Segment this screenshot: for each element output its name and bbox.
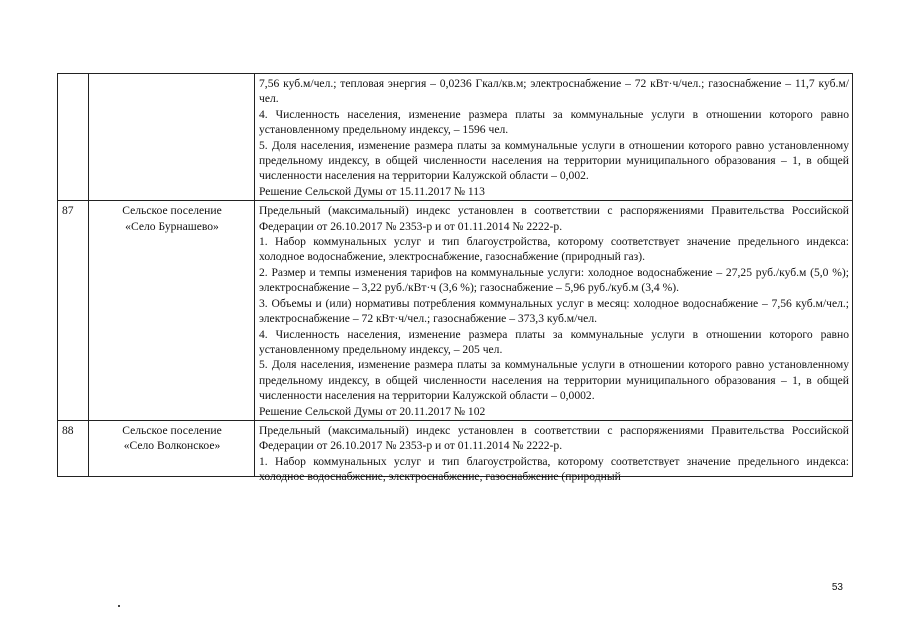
row-number [58,74,89,201]
page-number: 53 [831,582,843,593]
scan-speck [118,605,120,607]
paragraph: 4. Численность населения, изменение размера платы за коммунальные услуги в отношении которого равно установленному предельному индексу, – 205 чел. [259,327,849,356]
settlement-name-line1: Сельское поселение [122,204,222,218]
table-row [58,201,853,421]
paragraph: 7,56 куб.м/чел.; тепловая энергия – 0,0236 Гкал/кв.м; электроснабжение – 72 кВт·ч/чел.; газоснабжение – 11,7 куб.м/чел. [259,77,849,106]
paragraph: Предельный (максимальный) индекс установлен в соответствии с распоряжениями Правительства Российской Федерации от 26.10.2017 № 2353-р и от 01.11.2014 № 2222-р. [259,423,849,453]
settlement-name [89,201,255,421]
table-row [58,74,853,201]
paragraph: 5. Доля населения, изменение размера платы за коммунальные услуги в отношении которого равно установленному предельному индексу, в общей численности населения на территории муниципального образования – 1, в общей численности населения на территории Калужской области – 0,0002. [259,358,849,403]
decision-reference: Решение Сельской Думы от 15.11.2017 № 113 [259,184,485,198]
paragraph: 1. Набор коммунальных услуг и тип благоустройства, которому соответствует значение предельного индекса: холодное водоснабжение, электроснабжение, газоснабжение (природный [259,454,849,484]
settlement-name [89,74,255,201]
tariff-index-table [57,73,853,484]
paragraph: 2. Размер и темпы изменения тарифов на коммунальные услуги: холодное водоснабжение – 27,25 руб./куб.м (5,0 %); электроснабжение – 3,22 руб./кВт·ч (3,6 %); газоснабжение – 5,96 руб./куб.м (3,4 %). [259,265,849,295]
settlement-name-line1: Сельское поселение [122,423,222,437]
paragraph: Предельный (максимальный) индекс установлен в соответствии с распоряжениями Правительства Российской Федерации от 26.10.2017 № 2353-р и от 01.11.2014 № 2222-р. [259,204,849,233]
row-number: 87 [58,201,89,421]
index-description [255,74,853,201]
row-number: 88 [58,420,89,476]
paragraph: 1. Набор коммунальных услуг и тип благоустройства, которому соответствует значение предельного индекса: холодное водоснабжение, электроснабжение, газоснабжение (природный газ). [259,235,849,264]
paragraph: 4. Численность населения, изменение размера платы за коммунальные услуги в отношении которого равно установленному предельному индексу, – 1596 чел. [259,107,849,137]
table-row [58,420,853,476]
settlement-name [89,420,255,476]
paragraph: 5. Доля населения, изменение размера платы за коммунальные услуги в отношении которого равно установленному предельному индексу, в общей численности населения на территории муниципального образования – 1, в общей численности населения на территории Калужской области – 0,002. [259,138,849,183]
settlement-name-line2: «Село Волконское» [123,439,221,453]
index-description [255,420,853,484]
settlement-name-line2: «Село Бурнашево» [125,219,219,233]
index-description [255,201,853,421]
decision-reference: Решение Сельской Думы от 20.11.2017 № 102 [259,404,486,418]
paragraph: 3. Объемы и (или) нормативы потребления коммунальных услуг в месяц: холодное водоснабжение – 7,56 куб.м/чел.; электроснабжение – 72 кВт·ч/чел.; газоснабжение – 373,3 куб.м/чел. [259,296,849,326]
